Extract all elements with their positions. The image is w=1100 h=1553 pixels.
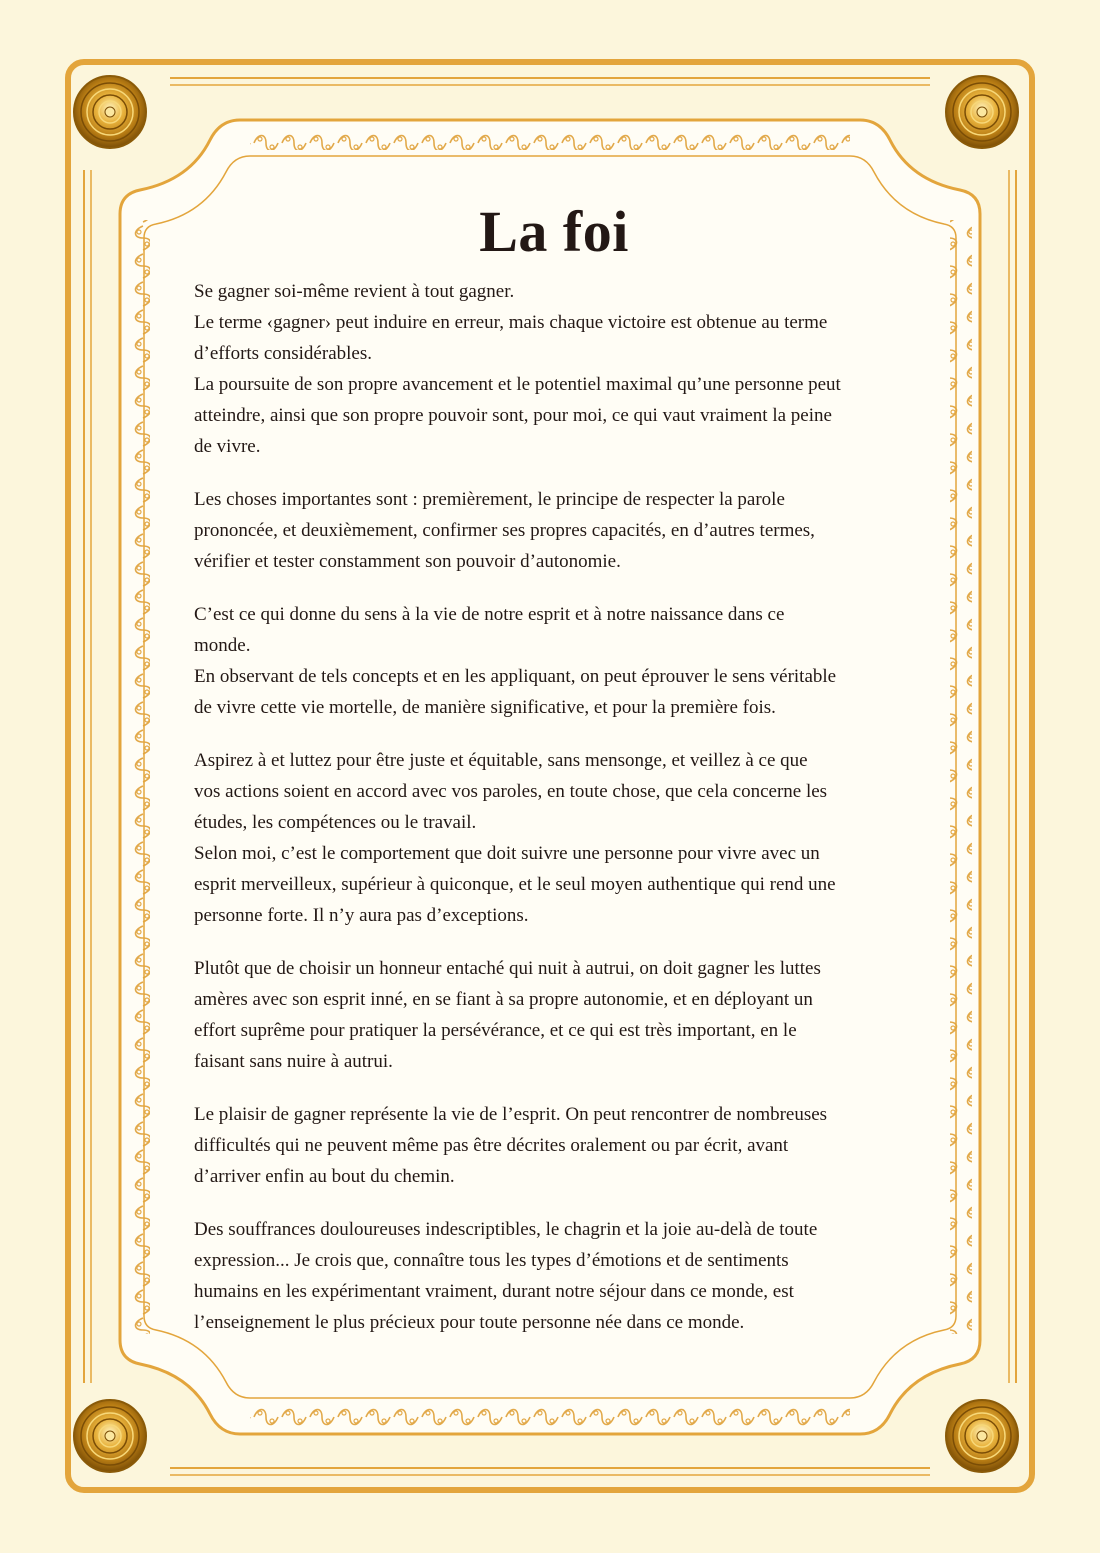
text-line: Selon moi, c’est le comportement que doit suivre une personne pour vivre avec un xyxy=(194,843,820,864)
text-line: faisant sans nuire à autrui. xyxy=(194,1051,393,1072)
paragraph xyxy=(194,1214,914,1338)
text-line: monde. xyxy=(194,635,251,656)
text-line: effort suprême pour pratiquer la persévérance, et ce qui est très important, en le xyxy=(194,1020,797,1041)
text-line: Se gagner soi-même revient à tout gagner. xyxy=(194,281,515,302)
text-line: humains en les expérimentant vraiment, durant notre séjour dans ce monde, est xyxy=(194,1281,794,1302)
text-line: difficultés qui ne peuvent même pas être décrites oralement ou par écrit, avant xyxy=(194,1135,789,1156)
text-line: Aspirez à et luttez pour être juste et équitable, sans mensonge, et veillez à ce que xyxy=(194,750,808,771)
text-line: En observant de tels concepts et en les appliquant, on peut éprouver le sens véritable xyxy=(194,666,837,687)
text-line: d’arriver enfin au bout du chemin. xyxy=(194,1166,455,1187)
text-line: Le plaisir de gagner représente la vie de l’esprit. On peut rencontrer de nombreuses xyxy=(194,1104,828,1125)
text-line: amères avec son esprit inné, en se fiant à sa propre autonomie, et en déployant un xyxy=(194,989,813,1010)
paragraph xyxy=(194,1099,914,1192)
paragraph xyxy=(194,745,914,931)
text-line: de vivre cette vie mortelle, de manière significative, et pour la première fois. xyxy=(194,697,776,718)
paragraph xyxy=(194,599,914,723)
text-line: esprit merveilleux, supérieur à quiconque, et le seul moyen authentique qui rend une xyxy=(194,874,836,895)
text-line: Le terme ‹gagner› peut induire en erreur, mais chaque victoire est obtenue au terme xyxy=(194,312,828,333)
paragraph xyxy=(194,276,914,462)
text-line: de vivre. xyxy=(194,436,261,457)
text-line: Des souffrances douloureuses indescriptibles, le chagrin et la joie au-delà de toute xyxy=(194,1219,818,1240)
text-line: études, les compétences ou le travail. xyxy=(194,812,477,833)
text-line: Les choses importantes sont : premièrement, le principe de respecter la parole xyxy=(194,489,785,510)
text-line: l’enseignement le plus précieux pour toute personne née dans ce monde. xyxy=(194,1312,745,1333)
paragraph xyxy=(194,484,914,577)
text-line: prononcée, et deuxièmement, confirmer ses propres capacités, en d’autres termes, xyxy=(194,520,815,541)
text-line: personne forte. Il n’y aura pas d’exceptions. xyxy=(194,905,529,926)
document-title: La foi xyxy=(479,199,629,264)
paragraph xyxy=(194,953,914,1077)
document-content xyxy=(194,196,914,1360)
text-line: d’efforts considérables. xyxy=(194,343,372,364)
text-line: Plutôt que de choisir un honneur entaché qui nuit à autrui, on doit gagner les luttes xyxy=(194,958,821,979)
text-line: C’est ce qui donne du sens à la vie de notre esprit et à notre naissance dans ce xyxy=(194,604,785,625)
text-line: expression... Je crois que, connaître tous les types d’émotions et de sentiments xyxy=(194,1250,789,1271)
text-line: vérifier et tester constamment son pouvoir d’autonomie. xyxy=(194,551,621,572)
paragraph-list xyxy=(194,276,914,1338)
text-line: La poursuite de son propre avancement et le potentiel maximal qu’une personne peut xyxy=(194,374,841,395)
text-line: vos actions soient en accord avec vos paroles, en toute chose, que cela concerne les xyxy=(194,781,828,802)
text-line: atteindre, ainsi que son propre pouvoir sont, pour moi, ce qui vaut vraiment la peine xyxy=(194,405,832,426)
